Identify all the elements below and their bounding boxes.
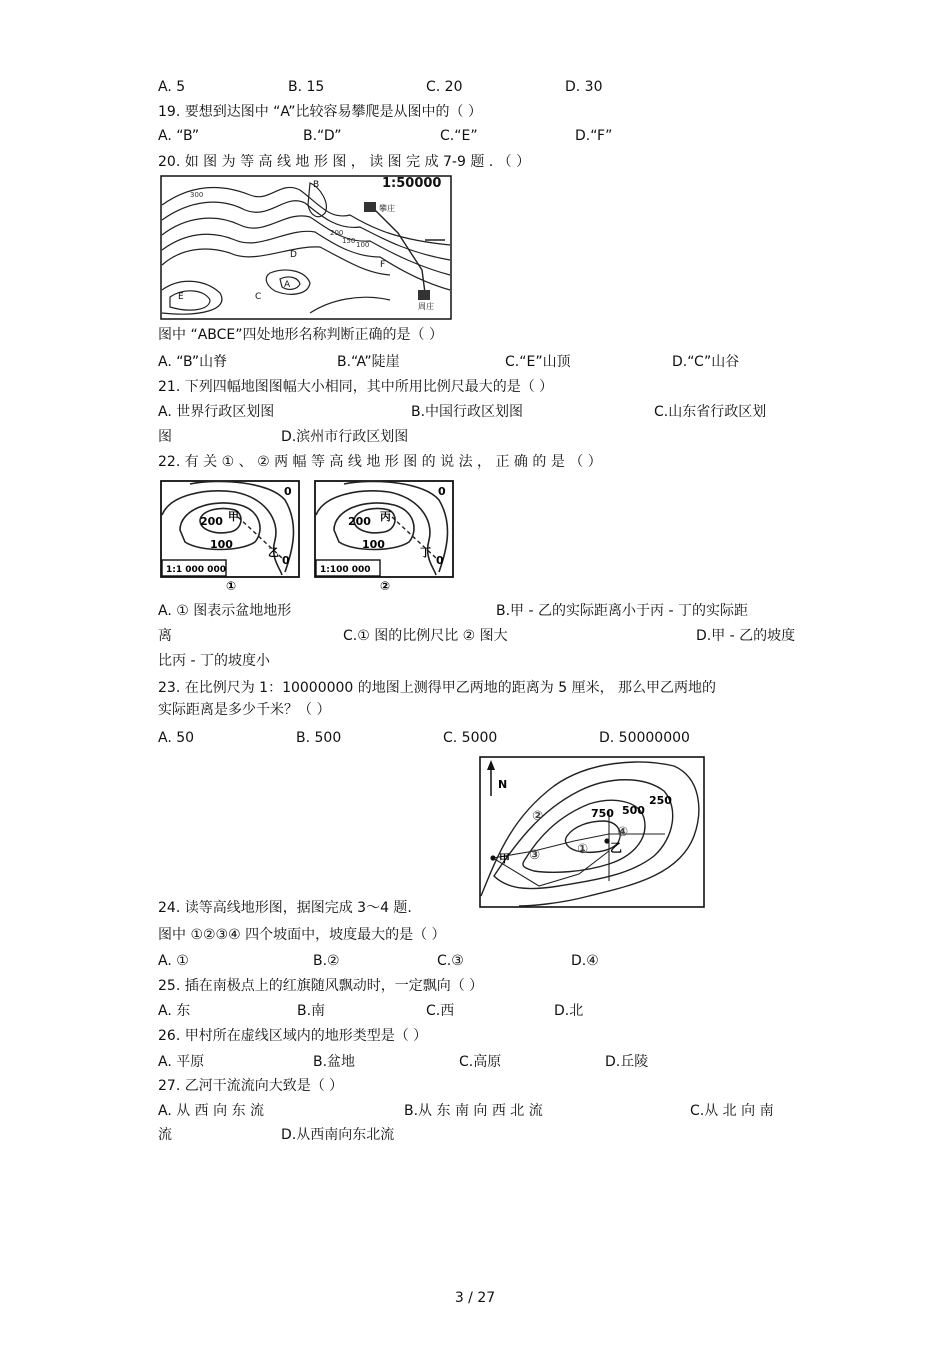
option-a: A. “B”山脊 — [158, 354, 228, 370]
option-b: B. 15 — [288, 79, 325, 95]
option-c: C. 5000 — [443, 730, 498, 746]
option-a: A. 5 — [158, 79, 186, 95]
option-a: A. 世界行政区划图 — [158, 404, 275, 420]
contour-map-1 — [160, 480, 300, 595]
option-b: B.南 — [297, 1003, 326, 1019]
contour-label: 0 — [284, 485, 292, 498]
contour-label: 100 — [356, 241, 370, 249]
option-c: C.从 北 向 南 — [690, 1103, 774, 1119]
point-label: B — [313, 180, 320, 190]
point-label: 丙 — [380, 510, 391, 523]
point-label: F — [380, 260, 386, 270]
option-b: B. 500 — [296, 730, 342, 746]
contour-label: 150 — [342, 237, 356, 245]
contour-label: 0 — [438, 485, 446, 498]
contour-label: 0 — [282, 554, 290, 567]
contour-label: 200 — [200, 515, 223, 528]
contour-map-q20 — [160, 175, 452, 320]
question-26-stem: 26. 甲村所在虚线区域内的地形类型是（ ） — [158, 1028, 428, 1044]
map-scale: 1:1 000 000 — [166, 565, 226, 575]
option-b: B.盆地 — [313, 1054, 356, 1070]
option-b: B.“D” — [303, 128, 342, 144]
option-a: A. 50 — [158, 730, 195, 746]
question-21-stem: 21. 下列四幅地图图幅大小相同，其中所用比例尺最大的是（ ） — [158, 379, 554, 395]
point-label: 丁 — [420, 546, 431, 559]
point-label: C — [255, 292, 262, 302]
question-19-stem: 19. 要想到达图中 “A”比较容易攀爬是从图中的（ ） — [158, 104, 482, 120]
question-23-stem: 23. 在比例尺为 1：10000000 的地图上测得甲乙两地的距离为 5 厘米， 那么甲乙两地的 — [158, 680, 717, 696]
contour-label: 100 — [362, 538, 385, 551]
option-d: D.“C”山谷 — [672, 354, 740, 370]
option-a: A. 东 — [158, 1003, 191, 1019]
option-b-continued: 离 — [158, 628, 172, 644]
question-24-substem: 图中 ①②③④ 四个坡面中，坡度最大的是（ ） — [158, 927, 446, 943]
option-d: D.“F” — [575, 128, 613, 144]
option-a: A. 从 西 向 东 流 — [158, 1103, 265, 1119]
point-label: 甲 — [228, 510, 239, 523]
option-d-continued: 比丙 - 丁的坡度小 — [158, 653, 270, 669]
question-27-stem: 27. 乙河干流流向大致是（ ） — [158, 1078, 344, 1094]
point-label: D — [290, 250, 297, 260]
slope-label: ④ — [617, 825, 629, 840]
map-scale: 1:50000 — [382, 176, 442, 191]
option-c: C. 20 — [426, 79, 463, 95]
option-c: C.① 图的比例尺比 ② 图大 — [343, 628, 508, 644]
option-d: D.北 — [554, 1003, 584, 1019]
map-number: ② — [380, 579, 391, 593]
place-label: 周庄 — [418, 302, 434, 311]
option-d: D.甲 - 乙的坡度 — [696, 628, 796, 644]
question-22-stem: 22. 有 关 ① 、 ② 两 幅 等 高 线 地 形 图 的 说 法 ， 正 确 的 是 （ ） — [158, 454, 602, 470]
option-d: D.从西南向东北流 — [281, 1127, 395, 1143]
slope-label: ① — [577, 842, 589, 857]
contour-label: 100 — [210, 538, 233, 551]
option-c-continued: 图 — [158, 429, 172, 445]
point-label: A — [284, 280, 291, 290]
place-label: 甲 — [499, 852, 510, 865]
option-d: D.丘陵 — [605, 1054, 649, 1070]
option-c: C.③ — [437, 953, 464, 969]
point-label: 乙 — [268, 546, 279, 559]
point-label: E — [178, 292, 184, 302]
option-c: C.高原 — [459, 1054, 502, 1070]
question-20-stem: 20. 如 图 为 等 高 线 地 形 图 ， 读 图 完 成 7-9 题 . （ ） — [158, 154, 531, 170]
slope-label: ③ — [529, 848, 541, 863]
option-c: C.山东省行政区划 — [654, 404, 767, 420]
contour-label: 300 — [190, 191, 204, 199]
option-a: A. ① — [158, 953, 189, 969]
place-label: 乙 — [610, 841, 623, 855]
contour-label: 200 — [330, 229, 344, 237]
contour-label: 0 — [436, 554, 444, 567]
option-c: C.“E” — [440, 128, 478, 144]
contour-label: 200 — [348, 515, 371, 528]
option-c: C.西 — [426, 1003, 455, 1019]
question-24-stem: 24. 读等高线地形图，据图完成 3～4 题. — [158, 900, 412, 916]
north-arrow-label: N — [498, 778, 508, 791]
option-c: C.“E”山顶 — [505, 354, 571, 370]
question-25-stem: 25. 插在南极点上的红旗随风飘动时，一定飘向（ ） — [158, 978, 484, 994]
option-d: D. 50000000 — [599, 730, 690, 746]
contour-label: 750 — [591, 807, 614, 820]
option-b: B.② — [313, 953, 340, 969]
slope-label: ② — [532, 809, 544, 824]
contour-map-2 — [314, 480, 454, 595]
option-a: A. “B” — [158, 128, 200, 144]
option-c-continued: 流 — [158, 1127, 172, 1143]
contour-map-q24 — [479, 756, 705, 908]
question-23-stem-2: 实际距离是多少千米？（ ） — [158, 702, 331, 718]
option-b: B.中国行政区划图 — [411, 404, 524, 420]
contour-label: 250 — [649, 794, 672, 807]
option-a: A. 平原 — [158, 1054, 205, 1070]
question-20-substem: 图中 “ABCE”四处地形名称判断正确的是（ ） — [158, 327, 443, 343]
place-label: 攀庄 — [379, 204, 395, 213]
map-number: ① — [226, 579, 237, 593]
option-d: D.④ — [571, 953, 599, 969]
option-d: D.滨州市行政区划图 — [281, 429, 409, 445]
option-b: B.甲 - 乙的实际距离小于丙 - 丁的实际距 — [496, 603, 748, 619]
contour-label: 500 — [622, 804, 645, 817]
option-a: A. ① 图表示盆地地形 — [158, 603, 292, 619]
option-b: B.从 东 南 向 西 北 流 — [404, 1103, 543, 1119]
option-b: B.“A”陡崖 — [337, 354, 400, 370]
map-scale: 1:100 000 — [320, 565, 371, 575]
page-number: 3 / 27 — [454, 1290, 496, 1306]
option-d: D. 30 — [565, 79, 603, 95]
